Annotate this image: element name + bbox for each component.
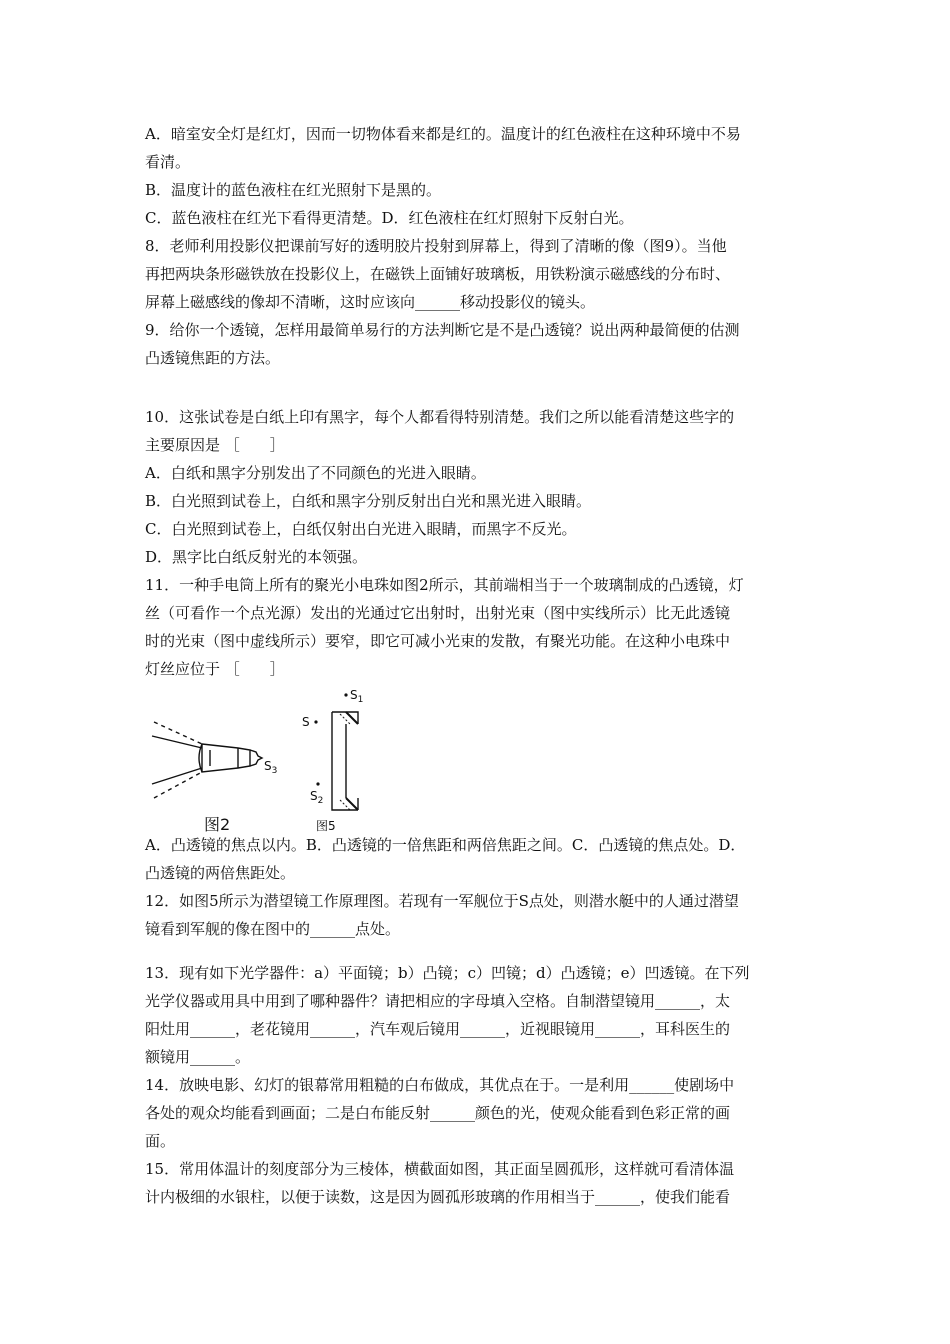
text-line: 各处的观众均能看到画面；二是白布能反射______颜色的光，使观众能看到色彩正常的画 [145, 1104, 731, 1122]
point-s3-label: $S_3$ [264, 759, 278, 776]
bottom-mirror [346, 798, 358, 810]
text-line: C．蓝色液柱在红光下看得更清楚。D．红色液柱在红灯照射下反射白光。 [145, 209, 634, 227]
text-line: 凸透镜的两倍焦距处。 [145, 864, 296, 882]
periscope-diagram [332, 712, 358, 810]
flashlight-bulb-diagram [152, 722, 262, 798]
text-line: 11．一种手电筒上所有的聚光小电珠如图2所示，其前端相当于一个玻璃制成的凸透镜，灯 [145, 576, 744, 594]
text-line: 15．常用体温计的刻度部分为三棱体，横截面如图，其正面呈圆孤形，这样就可看清体温 [145, 1160, 735, 1178]
text-line: 8．老师利用投影仪把课前写好的透明胶片投射到屏幕上，得到了清晰的像（图9）。当他 [145, 237, 727, 255]
bulb-base [250, 750, 262, 766]
text-line: 灯丝应位于 ［ ］ [145, 660, 285, 678]
text-line: C．白光照到试卷上，白纸仅射出白光进入眼睛，而黑字不反光。 [145, 520, 577, 538]
bulb-body [202, 744, 250, 772]
point-s1 [344, 693, 347, 696]
text-line: 凸透镜焦距的方法。 [145, 349, 281, 367]
fig5-caption: 图5 [316, 819, 336, 833]
text-line: 阳灶用______，老花镜用______，汽车观后镜用______，近视眼镜用______，耳科医生的 [145, 1020, 731, 1038]
text-line: 12．如图5所示为潜望镜工作原理图。若现有一军舰位于S点处，则潜水艇中的人通过潜望 [145, 892, 739, 910]
text-line: A．凸透镜的焦点以内。B．凸透镜的一倍焦距和两倍焦距之间。C．凸透镜的焦点处。D． [145, 836, 746, 854]
point-s1-label: $S_1$ [350, 688, 364, 705]
fig2-caption: 图2 [204, 815, 231, 834]
point-s2 [316, 782, 319, 785]
text-line: 主要原因是 ［ ］ [145, 436, 285, 454]
text-line: 看清。 [145, 153, 191, 171]
text-line: B．温度计的蓝色液柱在红光照射下是黑的。 [145, 181, 442, 199]
text-line: 额镜用______。 [145, 1048, 251, 1066]
text-line: 13．现有如下光学器件：a）平面镜；b）凸镜；c）凹镜；d）凸透镜；e）凹透镜。在下列 [145, 964, 750, 982]
dashed-ray [154, 722, 202, 744]
text-line: 丝（可看作一个点光源）发出的光通过它出射时，出射光束（图中实线所示）比无此透镜 [145, 604, 731, 622]
periscope-left-wall [332, 712, 358, 810]
text-line: 9．给你一个透镜，怎样用最简单易行的方法判断它是不是凸透镜？说出两种最简便的估测 [145, 321, 740, 339]
text-line: B．白光照到试卷上，白纸和黑字分别反射出白光和黑光进入眼睛。 [145, 492, 592, 510]
periscope-top [332, 712, 358, 724]
text-line: 面。 [145, 1132, 176, 1150]
solid-ray [152, 768, 202, 784]
text-line: A．暗室安全灯是红灯，因而一切物体看来都是红的。温度计的红色液柱在这种环境中不易 [145, 125, 741, 143]
text-line: A．白纸和黑字分别发出了不同颜色的光进入眼睛。 [145, 464, 486, 482]
text-line: D．黑字比白纸反射光的本领强。 [145, 548, 368, 566]
text-line: 镜看到军舰的像在图中的______点处。 [145, 920, 401, 938]
point-s2-label: $S_2$ [310, 789, 324, 806]
text-line: 再把两块条形磁铁放在投影仪上，在磁铁上面铺好玻璃板，用铁粉演示磁感线的分布时、 [145, 265, 731, 283]
text-line: 屏幕上磁感线的像却不清晰，这时应该向______移动投影仪的镜头。 [145, 293, 596, 311]
text-line: 14．放映电影、幻灯的银幕常用粗糙的白布做成，其优点在于。一是利用______使剧场中 [145, 1076, 735, 1094]
text-line: 光学仪器或用具中用到了哪种器件？请把相应的字母填入空格。自制潜望镜用______，太 [145, 992, 731, 1010]
point-s-label: S [302, 715, 310, 729]
text-line: 计内极细的水银柱，以便于读数，这是因为圆孤形玻璃的作用相当于______，使我们能看 [145, 1188, 731, 1206]
text-line: 10．这张试卷是白纸上印有黑字，每个人都看得特别清楚。我们之所以能看清楚这些字的 [145, 408, 735, 426]
solid-ray [152, 736, 202, 748]
optics-figure [140, 684, 380, 836]
top-mirror [346, 712, 358, 724]
point-s [314, 720, 317, 723]
text-line: 时的光束（图中虚线所示）要窄，即它可减小光束的发散，有聚光功能。在这种小电珠中 [145, 632, 731, 650]
